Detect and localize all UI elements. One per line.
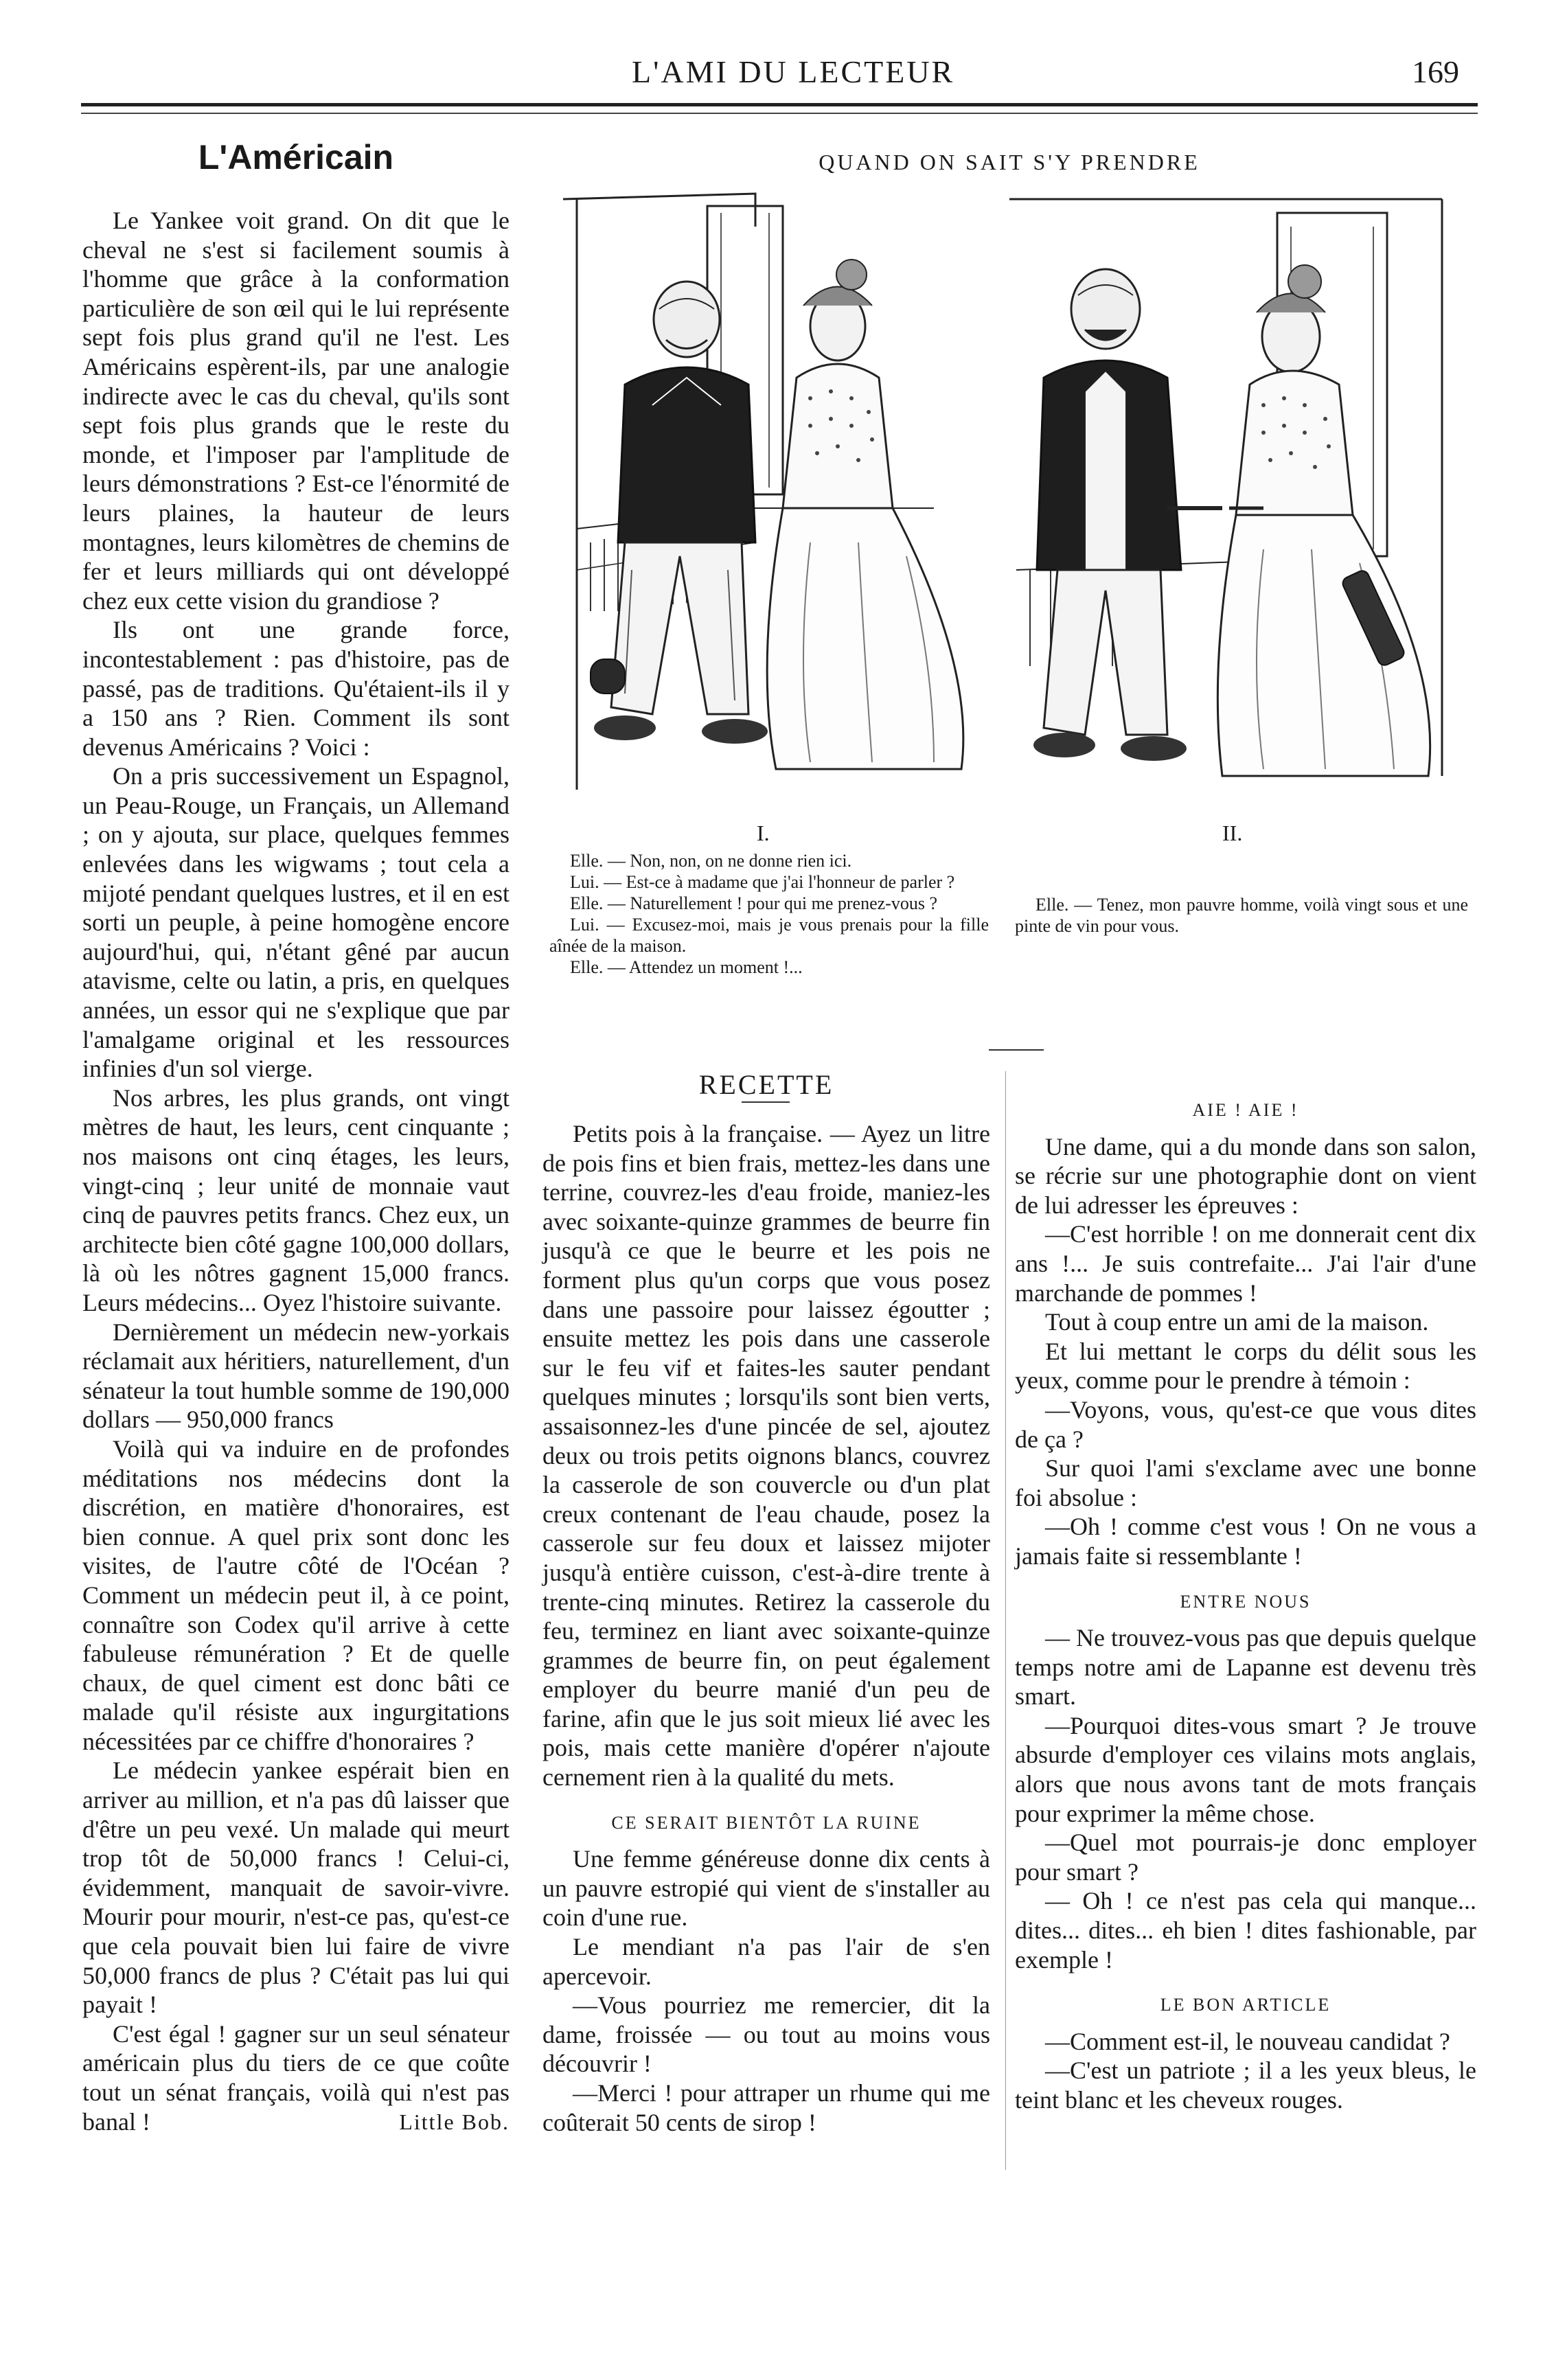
paragraph: —Voyons, vous, qu'est-ce que vous dites de ça ? [1015,1395,1476,1453]
paragraph: —Quel mot pourrais-je donc employer pour smart ? [1015,1829,1476,1886]
cartoon-panel-1-illustration [549,185,994,803]
paragraph: Petits pois à la française. — Ayez un litre de pois fins et bien frais, mettez-les dans une terrine, couvrez-les d'eau froide, maniez-les avec soixante-quinze grammes de beurre fin jusqu'à ce que le beurre et les pois ne forment plus qu'un corps que vous posez dans une passoire pour laissez égoutter ; ensuite mettez les pois dans une casserole sur le feu vif et faites-les sauter pendant quelques minutes ; lorsqu'ils sont bien verts, assaisonnez-les d'une pincée de sel, ajoutez deux ou trois petits oignons blancs, couvrez la casserole de son couvercle ou d'un plat creux contenant de l'eau chaude, posez la casserole sur feu doux et laissez mijoter jusqu'à entière cuisson, c'est-à-dire trente à trente-cinq minutes. Retirez la casserole du feu, terminez en liant avec soixante-quinze grammes de beurre fin, on peut également employer du beurre manié d'un peu de farine, afin que le jus soit mieux lié avec les pois, mais cette manière d'opérer n'ajoute cernement rien à la qualité du mets. [542,1120,990,1792]
column-divider [1005,1071,1006,2170]
aie-title: AIE ! AIE ! [1192,1100,1299,1120]
paragraph: — Oh ! ce n'est pas cela qui manque... dites... dites... eh bien ! dites fashionable, par exemple ! [1015,1887,1476,1973]
paragraph: Le mendiant n'a pas l'air de s'en apercevoir. [542,1933,990,1990]
page-number: 169 [1412,54,1459,89]
running-header [0,54,1556,95]
column-anecdotes [1015,1096,1476,2115]
journal-title: L'AMI DU LECTEUR [632,54,955,89]
paragraph: Dernièrement un médecin new-yorkais réclamait aux héritiers, naturellement, d'un sénateur la tout humble somme de 190,000 dollars — 950,000 francs [82,1318,510,1434]
paragraph: —Pourquoi dites-vous smart ? Je trouve absurde d'employer ces vilains mots anglais, alors que nous avons tant de mots français pour exprimer la même chose. [1015,1711,1476,1827]
paragraph: Sur quoi l'ami s'exclame avec une bonne foi absolue : [1015,1454,1476,1511]
paragraph: C'est égal ! gagner sur un seul sénateur américain plus du tiers de ce que coûte tout un sénat français, voilà qui n'est pas banal ! [82,2019,510,2136]
ruine-title: CE SERAIT BIENTÔT LA RUINE [611,1812,922,1833]
man-figure [591,282,768,744]
entre-nous-title: ENTRE NOUS [1180,1591,1312,1612]
header-rule-thin [81,113,1478,114]
header-rule-thick [81,103,1478,106]
paragraph: Voilà qui va induire en de profondes méditations nos médecins dont la discrétion, en matière d'honoraires, est bien connue. A quel prix sont donc les visites, de l'autre côté de l'Océan ? Comment un médecin peut il, à ce point, connaître son Codex qu'il arrive à cette fabuleuse rémunération ? Et de quelle chaux, de quel ciment est donc bâti ce malade qu'il résiste aux ingurgitations nécessitées par ce chiffre d'honoraires ? [82,1434,510,1755]
paragraph: —Vous pourriez me remercier, dit la dame, froissée — ou tout au moins vous découvrir ! [542,1991,990,2078]
paragraph: —Merci ! pour attraper un rhume qui me coûterait 50 cents de sirop ! [542,2079,990,2136]
woman-figure [767,260,963,769]
panel-1-caption [549,850,989,978]
man-figure [1033,269,1222,761]
article-title-americain: L'Américain [198,138,394,176]
paragraph: —C'est horrible ! on me donnerait cent dix ans !... Je suis contrefaite... J'ai l'air d'une marchande de pommes ! [1015,1220,1476,1307]
title-dash [742,1101,790,1103]
paragraph: —Oh ! comme c'est vous ! On ne vous a jamais faite si ressemblante ! [1015,1513,1476,1570]
recette-title: RECETTE [698,1069,834,1100]
paragraph: Une femme généreuse donne dix cents à un pauvre estropié qui vient de s'installer au coin d'une rue. [542,1845,990,1932]
paragraph: Ils ont une grande force, incontestablement : pas d'histoire, pas de passé, pas de traditions. Qu'étaient-ils il y a 150 ans ? Rien. Comment ils sont devenus Américains ? Voici : [82,616,510,761]
column-recette-ruine [542,1119,990,2137]
section-divider [989,1049,1044,1051]
panel-2-number: II. [1222,821,1243,845]
panel-2-caption [1015,894,1468,937]
caption-line: Elle. — Tenez, mon pauvre homme, voilà vingt sous et une pinte de vin pour vous. [1015,895,1468,936]
signature: Little Bob. [399,2109,510,2135]
caption-line: Elle. — Non, non, on ne donne rien ici. [570,851,852,871]
paragraph: Une dame, qui a du monde dans son salon, se récrie sur une photographie dont on vient de lui adresser les épreuves : [1015,1132,1476,1219]
caption-line: Lui. — Est-ce à madame que j'ai l'honneur de parler ? [570,872,955,892]
bon-article-title: LE BON ARTICLE [1160,1995,1331,2015]
caption-line: Elle. — Naturellement ! pour qui me prenez-vous ? [570,893,937,913]
cartoon-title: QUAND ON SAIT S'Y PRENDRE [819,150,1200,174]
article-americain [82,206,510,2137]
paragraph: —C'est un patriote ; il a les yeux bleus, le teint blanc et les cheveux rouges. [1015,2057,1476,2114]
paragraph: On a pris successivement un Espagnol, un Peau-Rouge, un Français, un Allemand ; on y ajouta, sur place, quelques femmes enlevées dans les wigwams ; tout cela a mijoté pendant quelques lustres, et il en est sorti un peuple, à peine homogène encore aujourd'hui, qui, n'étant gêné par aucun atavisme, celte ou latin, a pris, en quelques années, un essor qui ne s'explique que par l'amalgame original et les ressources infinies d'un sol vierge. [82,762,510,1083]
paragraph: Tout à coup entre un ami de la maison. [1045,1308,1429,1336]
paragraph: Le médecin yankee espérait bien en arriver au million, et n'a pas dû laisser que d'être un peu vexé. Un malade qui meurt trop tôt de 50,000 francs ! Celui-ci, évidemment, manquait de savoir-vivre. Mourir pour mourir, n'est-ce pas, qu'est-ce que cela pouvait bien lui faire de vivre 50,000 francs de plus ? C'était pas lui qui payait ! [82,1757,510,2019]
cartoon-panel-2-illustration [1003,185,1456,790]
paragraph: —Comment est-il, le nouveau candidat ? [1045,2027,1450,2055]
paragraph: Le Yankee voit grand. On dit que le cheval ne s'est si facilement soumis à l'homme que grâce à la conformation particulière de son œil qui le lui représente sept fois plus grand qu'il ne l'est. Les Américains espèrent-ils, par une analogie indirecte avec le cas du cheval, qu'ils sont sept fois plus grands que le reste du monde, et l'imposer par l'amplitude de leurs démonstrations ? Est-ce l'énormité de leurs plaines, la hauteur de leurs montagnes, leurs kilomètres de chemins de fer et leurs milliards qui ont développé chez eux cette vision du grandiose ? [82,207,510,615]
panel-1-number: I. [757,821,770,845]
paragraph: — Ne trouvez-vous pas que depuis quelque temps notre ami de Lapanne est devenu très smart. [1015,1624,1476,1710]
paragraph: Et lui mettant le corps du délit sous les yeux, comme pour le prendre à témoin : [1015,1337,1476,1395]
caption-line: Lui. — Excusez-moi, mais je vous prenais pour la fille aînée de la maison. [549,915,989,956]
caption-line: Elle. — Attendez un moment !... [570,957,803,977]
woman-figure [1217,265,1430,776]
paragraph: Nos arbres, les plus grands, ont vingt mètres de haut, les leurs, cent cinquante ; nos maisons ont cinq étages, les leurs, vingt-cinq ; leur unité de monnaie vaut cinq de pauvres petits francs. Chez eux, un architecte bien côté gagne 100,000 dollars, là où les nôtres gagnent 15,000 francs. Leurs médecins... Oyez l'histoire suivante. [82,1084,510,1316]
